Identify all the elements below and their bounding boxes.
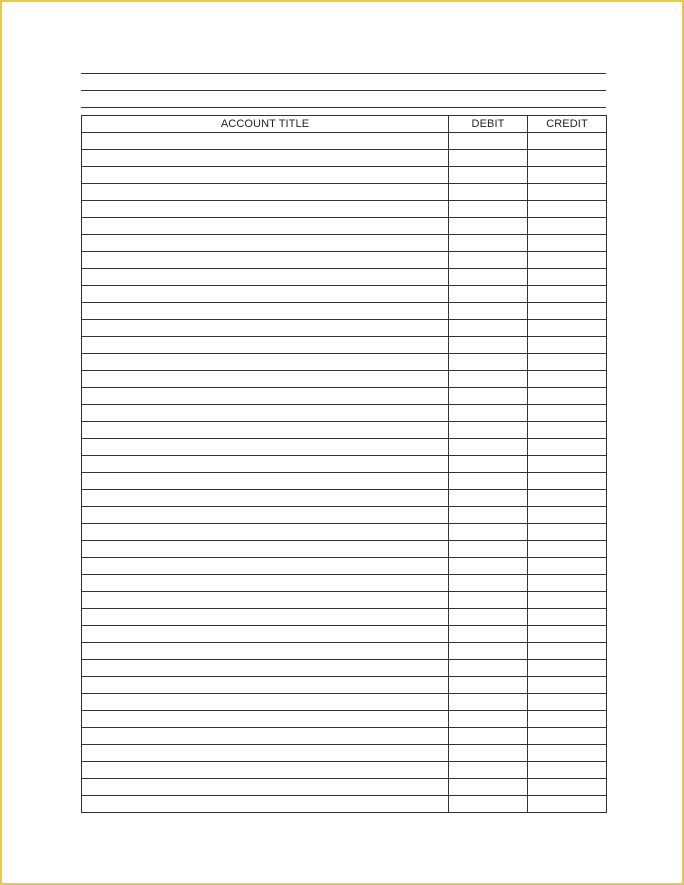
account-title-cell[interactable] xyxy=(82,286,449,303)
credit-cell[interactable] xyxy=(528,507,607,524)
account-title-cell[interactable] xyxy=(82,405,449,422)
account-title-cell[interactable] xyxy=(82,133,449,150)
ledger-row xyxy=(82,660,607,677)
debit-cell[interactable] xyxy=(449,524,528,541)
debit-cell[interactable] xyxy=(449,694,528,711)
account-title-cell[interactable] xyxy=(82,269,449,286)
account-title-cell[interactable] xyxy=(82,422,449,439)
account-title-cell[interactable] xyxy=(82,507,449,524)
credit-cell[interactable] xyxy=(528,779,607,796)
credit-cell[interactable] xyxy=(528,167,607,184)
account-title-header: ACCOUNT TITLE xyxy=(82,116,449,133)
debit-cell[interactable] xyxy=(449,728,528,745)
debit-cell[interactable] xyxy=(449,422,528,439)
debit-cell[interactable] xyxy=(449,150,528,167)
credit-cell[interactable] xyxy=(528,133,607,150)
header-rule-line xyxy=(81,90,606,91)
account-title-cell[interactable] xyxy=(82,303,449,320)
ledger-row xyxy=(82,320,607,337)
ledger-row xyxy=(82,762,607,779)
debit-cell[interactable] xyxy=(449,660,528,677)
ledger-row xyxy=(82,201,607,218)
account-title-cell[interactable] xyxy=(82,796,449,813)
credit-cell[interactable] xyxy=(528,201,607,218)
credit-cell[interactable] xyxy=(528,694,607,711)
credit-cell[interactable] xyxy=(528,524,607,541)
credit-cell[interactable] xyxy=(528,439,607,456)
table-header-row xyxy=(82,116,607,133)
debit-cell[interactable] xyxy=(449,405,528,422)
credit-cell[interactable] xyxy=(528,286,607,303)
credit-cell[interactable] xyxy=(528,184,607,201)
ledger-row xyxy=(82,167,607,184)
ledger-row xyxy=(82,609,607,626)
account-title-cell[interactable] xyxy=(82,609,449,626)
ledger-row xyxy=(82,235,607,252)
credit-header: CREDIT xyxy=(528,116,607,133)
account-title-cell[interactable] xyxy=(82,541,449,558)
ledger-row xyxy=(82,252,607,269)
credit-cell[interactable] xyxy=(528,388,607,405)
ledger-row xyxy=(82,626,607,643)
debit-cell[interactable] xyxy=(449,320,528,337)
account-title-cell[interactable] xyxy=(82,218,449,235)
debit-cell[interactable] xyxy=(449,490,528,507)
ledger-row xyxy=(82,133,607,150)
debit-cell[interactable] xyxy=(449,677,528,694)
ledger-row xyxy=(82,694,607,711)
debit-cell[interactable] xyxy=(449,456,528,473)
debit-cell[interactable] xyxy=(449,626,528,643)
debit-cell[interactable] xyxy=(449,235,528,252)
ledger-row xyxy=(82,405,607,422)
account-title-cell[interactable] xyxy=(82,184,449,201)
account-title-cell[interactable] xyxy=(82,150,449,167)
account-title-cell[interactable] xyxy=(82,439,449,456)
credit-cell[interactable] xyxy=(528,235,607,252)
ledger-row xyxy=(82,541,607,558)
debit-cell[interactable] xyxy=(449,337,528,354)
debit-cell[interactable] xyxy=(449,643,528,660)
account-title-cell[interactable] xyxy=(82,575,449,592)
ledger-row xyxy=(82,745,607,762)
ledger-row xyxy=(82,388,607,405)
ledger-row xyxy=(82,524,607,541)
credit-cell[interactable] xyxy=(528,609,607,626)
credit-cell[interactable] xyxy=(528,745,607,762)
ledger-row xyxy=(82,490,607,507)
ledger-row xyxy=(82,728,607,745)
ledger-row xyxy=(82,439,607,456)
credit-cell[interactable] xyxy=(528,252,607,269)
debit-cell[interactable] xyxy=(449,541,528,558)
credit-cell[interactable] xyxy=(528,490,607,507)
account-title-cell[interactable] xyxy=(82,235,449,252)
account-title-cell[interactable] xyxy=(82,201,449,218)
credit-cell[interactable] xyxy=(528,558,607,575)
debit-cell[interactable] xyxy=(449,439,528,456)
credit-cell[interactable] xyxy=(528,643,607,660)
ledger-row xyxy=(82,286,607,303)
account-title-cell[interactable] xyxy=(82,677,449,694)
ledger-rows xyxy=(82,133,607,813)
account-title-cell[interactable] xyxy=(82,490,449,507)
debit-cell[interactable] xyxy=(449,269,528,286)
debit-cell[interactable] xyxy=(449,558,528,575)
credit-cell[interactable] xyxy=(528,354,607,371)
credit-cell[interactable] xyxy=(528,711,607,728)
ledger-row xyxy=(82,354,607,371)
debit-cell[interactable] xyxy=(449,745,528,762)
account-title-cell[interactable] xyxy=(82,252,449,269)
ledger-row xyxy=(82,422,607,439)
ledger-row xyxy=(82,303,607,320)
account-title-cell[interactable] xyxy=(82,711,449,728)
debit-cell[interactable] xyxy=(449,201,528,218)
credit-cell[interactable] xyxy=(528,337,607,354)
ledger-row xyxy=(82,473,607,490)
credit-cell[interactable] xyxy=(528,762,607,779)
account-title-cell[interactable] xyxy=(82,660,449,677)
debit-cell[interactable] xyxy=(449,796,528,813)
credit-cell[interactable] xyxy=(528,626,607,643)
account-title-cell[interactable] xyxy=(82,779,449,796)
ledger-row xyxy=(82,677,607,694)
credit-cell[interactable] xyxy=(528,303,607,320)
ledger-row xyxy=(82,592,607,609)
ledger-row xyxy=(82,184,607,201)
debit-cell[interactable] xyxy=(449,371,528,388)
credit-cell[interactable] xyxy=(528,405,607,422)
ledger-row xyxy=(82,456,607,473)
ledger-row xyxy=(82,779,607,796)
account-title-cell[interactable] xyxy=(82,626,449,643)
debit-cell[interactable] xyxy=(449,218,528,235)
header-rule-line xyxy=(81,73,606,74)
account-title-cell[interactable] xyxy=(82,371,449,388)
credit-cell[interactable] xyxy=(528,796,607,813)
trial-balance-table xyxy=(81,115,607,813)
debit-cell[interactable] xyxy=(449,133,528,150)
ledger-row xyxy=(82,643,607,660)
account-title-cell[interactable] xyxy=(82,337,449,354)
account-title-cell[interactable] xyxy=(82,728,449,745)
account-title-cell[interactable] xyxy=(82,167,449,184)
account-title-cell[interactable] xyxy=(82,694,449,711)
credit-cell[interactable] xyxy=(528,541,607,558)
credit-cell[interactable] xyxy=(528,677,607,694)
credit-cell[interactable] xyxy=(528,575,607,592)
credit-cell[interactable] xyxy=(528,422,607,439)
debit-cell[interactable] xyxy=(449,762,528,779)
account-title-cell[interactable] xyxy=(82,643,449,660)
header-rule-line xyxy=(81,107,606,108)
account-title-cell[interactable] xyxy=(82,592,449,609)
debit-cell[interactable] xyxy=(449,473,528,490)
ledger-row xyxy=(82,150,607,167)
account-title-cell[interactable] xyxy=(82,354,449,371)
credit-cell[interactable] xyxy=(528,728,607,745)
ledger-row xyxy=(82,507,607,524)
debit-cell[interactable] xyxy=(449,354,528,371)
credit-cell[interactable] xyxy=(528,473,607,490)
account-title-cell[interactable] xyxy=(82,456,449,473)
credit-cell[interactable] xyxy=(528,456,607,473)
ledger-row xyxy=(82,711,607,728)
account-title-cell[interactable] xyxy=(82,473,449,490)
debit-cell[interactable] xyxy=(449,167,528,184)
ledger-row xyxy=(82,218,607,235)
account-title-cell[interactable] xyxy=(82,320,449,337)
account-title-cell[interactable] xyxy=(82,762,449,779)
debit-cell[interactable] xyxy=(449,711,528,728)
credit-cell[interactable] xyxy=(528,592,607,609)
debit-cell[interactable] xyxy=(449,609,528,626)
credit-cell[interactable] xyxy=(528,660,607,677)
debit-cell[interactable] xyxy=(449,779,528,796)
credit-cell[interactable] xyxy=(528,371,607,388)
debit-cell[interactable] xyxy=(449,184,528,201)
debit-cell[interactable] xyxy=(449,252,528,269)
debit-cell[interactable] xyxy=(449,592,528,609)
debit-header: DEBIT xyxy=(449,116,528,133)
ledger-row xyxy=(82,371,607,388)
debit-cell[interactable] xyxy=(449,575,528,592)
credit-cell[interactable] xyxy=(528,218,607,235)
ledger-row xyxy=(82,575,607,592)
credit-cell[interactable] xyxy=(528,320,607,337)
account-title-cell[interactable] xyxy=(82,388,449,405)
account-title-cell[interactable] xyxy=(82,524,449,541)
ledger-row xyxy=(82,337,607,354)
ledger-row xyxy=(82,796,607,813)
ledger-row xyxy=(82,269,607,286)
credit-cell[interactable] xyxy=(528,269,607,286)
ledger-row xyxy=(82,558,607,575)
debit-cell[interactable] xyxy=(449,388,528,405)
debit-cell[interactable] xyxy=(449,286,528,303)
debit-cell[interactable] xyxy=(449,303,528,320)
account-title-cell[interactable] xyxy=(82,745,449,762)
credit-cell[interactable] xyxy=(528,150,607,167)
account-title-cell[interactable] xyxy=(82,558,449,575)
debit-cell[interactable] xyxy=(449,507,528,524)
